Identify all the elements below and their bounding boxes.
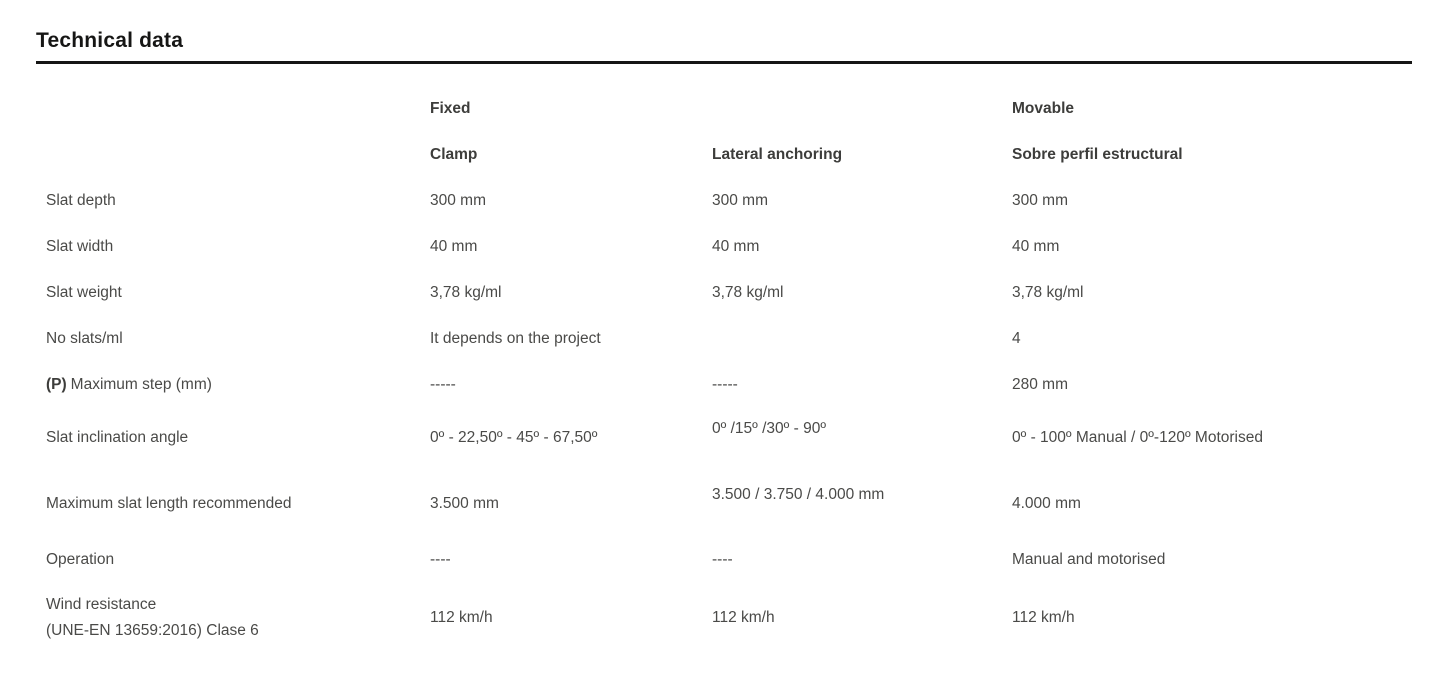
row-label: Maximum slat length recommended — [46, 494, 292, 512]
cell-lateral-anchoring: 0º /15º /30º - 90º — [712, 419, 826, 437]
row-label — [36, 375, 430, 395]
cell-lateral-anchoring: 300 mm — [712, 191, 768, 209]
table-row — [36, 362, 1412, 408]
cell-lateral-anchoring: 3.500 / 3.750 / 4.000 mm — [712, 485, 885, 503]
cell-movable: 112 km/h — [1012, 608, 1075, 626]
group-header-fixed: Fixed — [430, 99, 471, 117]
cell-clamp: 112 km/h — [430, 608, 493, 626]
cell-movable: 0º - 100º Manual / 0º-120º Motorised — [1012, 428, 1263, 446]
table-row — [36, 270, 1412, 316]
row-label-line2: (UNE-EN 13659:2016) Clase 6 — [46, 622, 259, 639]
row-label-line1: Wind resistance — [46, 596, 157, 613]
table-body — [36, 178, 1412, 656]
cell-clamp: ---- — [430, 550, 451, 568]
cell-lateral-anchoring: ---- — [712, 550, 733, 568]
table-row — [36, 178, 1412, 224]
table-row — [36, 540, 1412, 580]
cell-clamp: 300 mm — [430, 191, 486, 209]
group-header-movable: Movable — [1012, 99, 1075, 117]
row-label-text: Maximum step (mm) — [70, 375, 212, 393]
table-row — [36, 224, 1412, 270]
column-header-row — [36, 132, 1412, 178]
cell-movable: 4.000 mm — [1012, 494, 1081, 512]
cell-movable: 3,78 kg/ml — [1012, 283, 1084, 301]
column-header-lateral-anchoring: Lateral anchoring — [712, 145, 843, 163]
row-label: Slat depth — [46, 191, 116, 209]
title-rule — [36, 61, 1412, 64]
cell-lateral-anchoring: ----- — [712, 375, 738, 393]
group-header-row — [36, 86, 1412, 132]
column-header-sobre-perfil-estructural: Sobre perfil estructural — [1012, 145, 1183, 163]
cell-lateral-anchoring: 112 km/h — [712, 608, 775, 626]
row-label: Operation — [46, 550, 115, 568]
row-label: No slats/ml — [46, 329, 123, 347]
row-label: Slat width — [46, 237, 114, 255]
cell-clamp: 0º - 22,50º - 45º - 67,50º — [430, 428, 598, 446]
cell-clamp: 40 mm — [430, 237, 478, 255]
table-row — [36, 468, 1412, 540]
row-label-bold-prefix: (P) — [46, 375, 67, 393]
cell-movable: Manual and motorised — [1012, 550, 1166, 568]
cell-movable: 40 mm — [1012, 237, 1060, 255]
technical-data-table — [36, 86, 1412, 656]
cell-clamp: 3.500 mm — [430, 494, 499, 512]
cell-movable: 280 mm — [1012, 375, 1068, 393]
cell-lateral-anchoring: 3,78 kg/ml — [712, 283, 784, 301]
cell-clamp: It depends on the project — [430, 329, 601, 347]
cell-movable: 4 — [1012, 329, 1021, 347]
column-header-clamp: Clamp — [430, 145, 478, 163]
cell-lateral-anchoring: 40 mm — [712, 237, 760, 255]
row-label: Slat weight — [46, 283, 122, 301]
cell-clamp: ----- — [430, 375, 456, 393]
table-row — [36, 316, 1412, 362]
cell-movable: 300 mm — [1012, 191, 1068, 209]
page-title: Technical data — [36, 29, 184, 52]
row-label: Slat inclination angle — [46, 428, 189, 446]
cell-clamp: 3,78 kg/ml — [430, 283, 502, 301]
table-row — [36, 408, 1412, 468]
row-label — [36, 592, 430, 644]
table-row — [36, 580, 1412, 656]
